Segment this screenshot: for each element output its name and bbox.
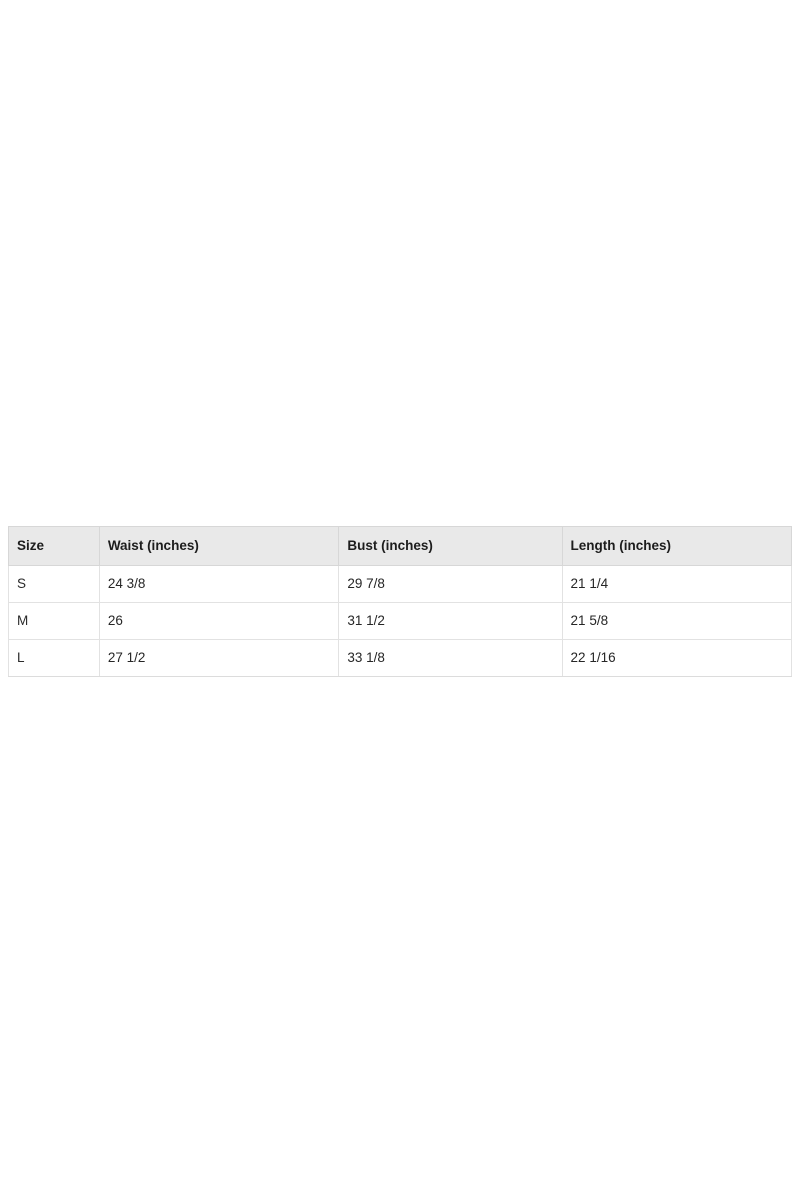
size-chart-head xyxy=(9,527,792,566)
size-chart-container xyxy=(8,526,792,677)
size-chart-body xyxy=(9,565,792,676)
cell-waist: 26 xyxy=(99,602,339,639)
cell-length: 21 1/4 xyxy=(562,565,791,602)
cell-bust: 29 7/8 xyxy=(339,565,562,602)
cell-size: L xyxy=(9,639,100,676)
cell-waist: 24 3/8 xyxy=(99,565,339,602)
column-header-length: Length (inches) xyxy=(562,527,791,566)
cell-waist: 27 1/2 xyxy=(99,639,339,676)
table-row xyxy=(9,602,792,639)
cell-size: S xyxy=(9,565,100,602)
table-row xyxy=(9,565,792,602)
table-row xyxy=(9,639,792,676)
cell-bust: 31 1/2 xyxy=(339,602,562,639)
cell-size: M xyxy=(9,602,100,639)
cell-length: 21 5/8 xyxy=(562,602,791,639)
column-header-size: Size xyxy=(9,527,100,566)
table-header-row xyxy=(9,527,792,566)
column-header-bust: Bust (inches) xyxy=(339,527,562,566)
size-chart-table xyxy=(8,526,792,677)
cell-bust: 33 1/8 xyxy=(339,639,562,676)
cell-length: 22 1/16 xyxy=(562,639,791,676)
column-header-waist: Waist (inches) xyxy=(99,527,339,566)
